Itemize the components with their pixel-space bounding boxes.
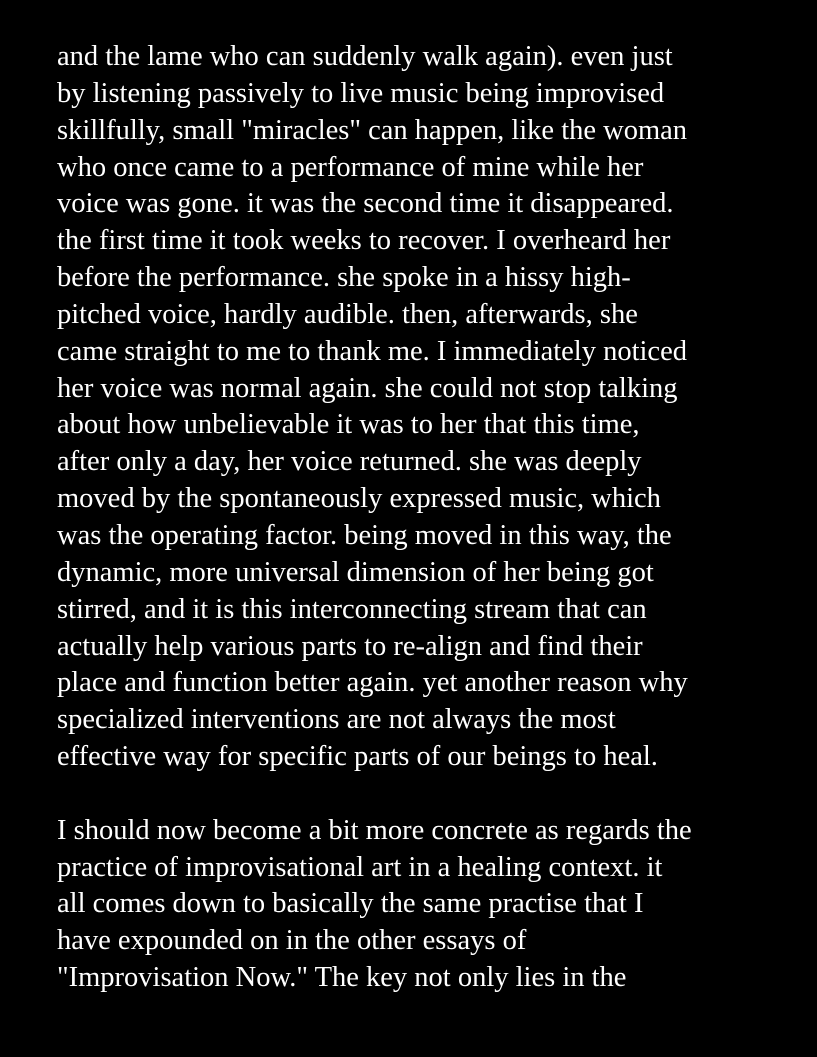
- text-line: dynamic, more universal dimension of her being got: [57, 556, 654, 588]
- text-line: all comes down to basically the same practise that I: [57, 888, 644, 920]
- text-line: the first time it took weeks to recover. I overheard her: [57, 225, 671, 257]
- text-line: skillfully, small "miracles" can happen, like the woman: [57, 114, 688, 146]
- text-line: before the performance. she spoke in a hissy high-: [57, 262, 631, 294]
- text-line: "Improvisation Now." The key not only lies in the: [57, 962, 627, 994]
- text-line: pitched voice, hardly audible. then, afterwards, she: [57, 298, 638, 330]
- text-line: I should now become a bit more concrete as regards the: [57, 814, 692, 846]
- text-line: her voice was normal again. she could not stop talking: [57, 372, 678, 404]
- paragraph-2: [57, 813, 807, 997]
- essay-text: [57, 39, 807, 997]
- text-line: came straight to me to thank me. I immediately noticed: [57, 335, 687, 367]
- text-line: was the operating factor. being moved in this way, the: [57, 519, 672, 551]
- text-line: actually help various parts to re-align and find their: [57, 630, 643, 662]
- text-line: place and function better again. yet another reason why: [57, 667, 688, 699]
- text-line: after only a day, her voice returned. she was deeply: [57, 446, 642, 478]
- text-line: by listening passively to live music being improvised: [57, 77, 665, 109]
- text-line: moved by the spontaneously expressed music, which: [57, 483, 661, 515]
- text-line: specialized interventions are not always the most: [57, 704, 616, 736]
- text-line: have expounded on in the other essays of: [57, 925, 527, 957]
- text-line: who once came to a performance of mine while her: [57, 151, 644, 183]
- text-line: practice of improvisational art in a healing context. it: [57, 851, 663, 883]
- paragraph-1: [57, 39, 807, 776]
- text-line: effective way for specific parts of our beings to heal.: [57, 741, 658, 773]
- text-line: about how unbelievable it was to her that this time,: [57, 409, 640, 441]
- text-line: and the lame who can suddenly walk again). even just: [57, 41, 673, 72]
- text-line: stirred, and it is this interconnecting stream that can: [57, 593, 647, 625]
- text-line: voice was gone. it was the second time it disappeared.: [57, 188, 674, 220]
